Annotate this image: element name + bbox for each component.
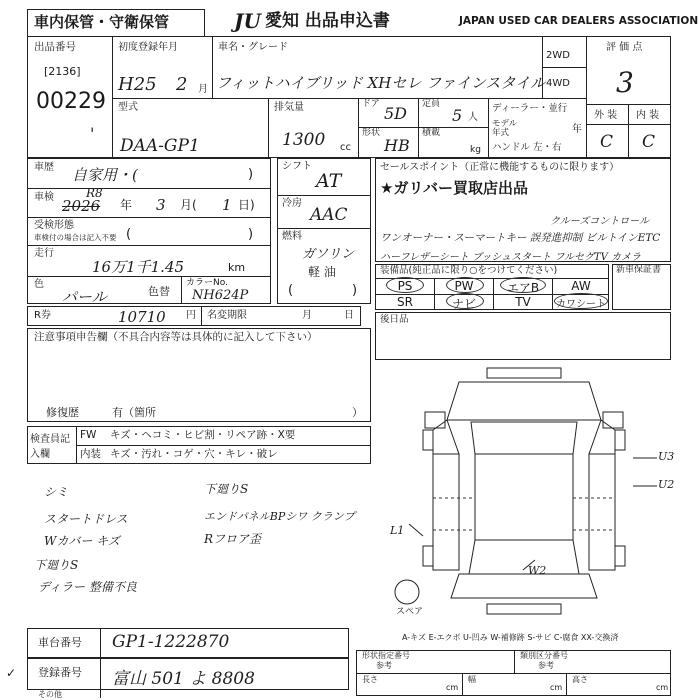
equip-navi: ナビ bbox=[451, 297, 476, 311]
hist-line-2 bbox=[27, 217, 271, 218]
ac-label: 冷房 bbox=[282, 198, 302, 209]
model-value: フィットハイブリッド XHセレ ファインスタイル bbox=[216, 74, 546, 92]
divider-reg bbox=[212, 36, 213, 98]
divider-disp-door bbox=[358, 98, 359, 158]
inspection-day: 1 bbox=[222, 196, 232, 214]
row-line-1 bbox=[112, 98, 586, 99]
category-label: 類別区分番号 bbox=[520, 651, 568, 660]
inspection-struck: 2026 bbox=[62, 197, 101, 215]
circle-pw bbox=[446, 277, 484, 293]
divider-grade bbox=[586, 36, 587, 158]
width-unit: cm bbox=[550, 683, 563, 692]
left-front-wheel bbox=[423, 430, 433, 450]
handle-label: ハンドル 左・右 bbox=[492, 142, 562, 153]
type-label: 型式 bbox=[118, 102, 138, 113]
damage-mark-u2: U2 bbox=[658, 478, 675, 491]
divider-type-disp bbox=[268, 98, 269, 158]
history-value: 自家用・( bbox=[72, 166, 138, 184]
rear-hatch-outline bbox=[451, 574, 597, 598]
door-label: ドア bbox=[362, 99, 380, 109]
ju-logo: JU bbox=[234, 9, 261, 33]
note-engine-panel: エンドパネルBPシワ クランプ bbox=[204, 510, 355, 523]
right-rear-wheel bbox=[615, 546, 625, 566]
equip-pw: PW bbox=[454, 279, 474, 293]
grade-label: 評 価 点 bbox=[606, 42, 643, 53]
reg-year-value: H25 bbox=[118, 74, 157, 95]
spare-tire bbox=[395, 580, 419, 604]
fuel-paren: ( bbox=[288, 283, 294, 298]
r-ticket-value: 10710 bbox=[118, 308, 166, 326]
capacity-label: 定員 bbox=[422, 99, 441, 109]
inspection-month-unit: 月( bbox=[180, 198, 197, 212]
damage-mark-u3: U3 bbox=[658, 450, 675, 463]
note-dealer: ディラー 整備不良 bbox=[38, 580, 137, 594]
mileage-unit: km bbox=[228, 261, 246, 274]
dealer-label: ディーラー・並行 bbox=[492, 103, 568, 114]
displacement-unit: cc bbox=[340, 142, 351, 153]
circle-leather bbox=[554, 293, 608, 309]
name-change-unit-d: 日 bbox=[344, 310, 354, 321]
length-unit: cm bbox=[446, 683, 459, 692]
circle-navi bbox=[446, 293, 484, 309]
length-label: 長さ bbox=[362, 675, 378, 684]
color-code-value: NH624P bbox=[192, 288, 249, 303]
rear-label: 後日品 bbox=[380, 314, 409, 325]
receive-close: ) bbox=[248, 227, 254, 242]
history-block bbox=[27, 158, 271, 304]
color-no-label: 色替 bbox=[148, 285, 170, 298]
interior-label: 内 装 bbox=[636, 110, 660, 121]
front-left-fender bbox=[433, 420, 459, 454]
name-change-label: 名変期限 bbox=[207, 310, 247, 321]
height-label: 高さ bbox=[572, 675, 588, 684]
reg-month-value: 2 bbox=[176, 74, 188, 95]
reg-month-unit: 月 bbox=[198, 84, 208, 95]
load-label: 積載 bbox=[422, 128, 441, 138]
fuel-label: 燃料 bbox=[282, 231, 302, 242]
name-change-unit-m: 月 bbox=[302, 310, 312, 321]
shape-value: HB bbox=[384, 136, 410, 155]
sales-heading: セールスポイント（正常に機能するものに限ります） bbox=[380, 162, 620, 173]
displacement-value: 1300 bbox=[282, 130, 326, 150]
grade-value: 3 bbox=[616, 66, 634, 99]
shift-line-1 bbox=[277, 195, 371, 196]
damage-mark-w2: W2 bbox=[528, 564, 547, 577]
divider-door-cap bbox=[418, 98, 419, 158]
hist-line-1 bbox=[27, 188, 271, 189]
windshield-outline bbox=[471, 422, 577, 454]
inspection-new: R8 bbox=[86, 186, 103, 200]
color-value: パール bbox=[62, 288, 107, 306]
size-label: 形状指定番号 bbox=[362, 651, 410, 660]
note-wiper: Wカバー キズ bbox=[44, 534, 120, 548]
front-hood-outline bbox=[447, 382, 601, 420]
receive-note: 車検付の場合は記入不要 bbox=[34, 233, 117, 242]
shift-value: AT bbox=[316, 170, 342, 192]
sales-banner: ★ガリバー買取店出品 bbox=[380, 179, 528, 197]
reg-year-label: 初度登録年月 bbox=[118, 42, 178, 53]
left-mirror-outline bbox=[425, 412, 445, 428]
exterior-value: C bbox=[600, 132, 614, 152]
circle-airbag bbox=[500, 277, 546, 293]
equip-tv: TV bbox=[515, 295, 531, 309]
equip-sr: SR bbox=[397, 295, 413, 309]
equip-label: 装備品(純正品に限り○をつけてください) bbox=[380, 265, 558, 276]
note-stain: シミ bbox=[44, 485, 69, 499]
drive-4wd: 4WD bbox=[546, 78, 570, 89]
model-label: 車名・グレード bbox=[218, 42, 288, 53]
repair-label: 修復歴 bbox=[46, 406, 79, 419]
divider-lot bbox=[112, 36, 113, 158]
circle-ps bbox=[386, 277, 424, 293]
car-diagram bbox=[375, 360, 671, 632]
history-close: ) bbox=[248, 167, 254, 182]
color-divider bbox=[181, 276, 182, 304]
mileage-value: 16万1千1.45 bbox=[92, 258, 185, 276]
repair-close: ） bbox=[352, 406, 363, 419]
interior-insp-label: 内装 bbox=[80, 448, 101, 460]
equip-airbag: エアB bbox=[506, 281, 540, 295]
door-value: 5D bbox=[384, 104, 408, 123]
rear-box bbox=[375, 312, 671, 360]
left-body-outline bbox=[433, 454, 459, 570]
r-ticket-divider bbox=[201, 306, 202, 326]
mileage-label: 走行 bbox=[34, 248, 54, 259]
spare-label: スペア bbox=[396, 607, 424, 617]
note-lower-s: 下廻りS bbox=[34, 558, 79, 572]
interior-items: キズ・汚れ・コゲ・穴・キレ・破レ bbox=[110, 448, 278, 460]
front-right-fender bbox=[589, 420, 615, 454]
exterior-label: 外 装 bbox=[594, 110, 618, 121]
spec-div-a bbox=[462, 673, 463, 696]
roof-outline bbox=[475, 454, 573, 540]
org-english: JAPAN USED CAR DEALERS ASSOCIATION bbox=[459, 15, 699, 27]
color-label: 色 bbox=[34, 279, 44, 290]
receive-paren: ( bbox=[126, 227, 132, 242]
type-value: DAA-GP1 bbox=[120, 136, 200, 156]
r-ticket-label: R券 bbox=[34, 310, 51, 321]
interior-value: C bbox=[642, 132, 656, 152]
rear-bumper-outline bbox=[487, 604, 561, 614]
fuel-diesel: 軽 油 bbox=[308, 265, 336, 279]
note-rear-floor: Rフロア歪 bbox=[204, 532, 262, 546]
row-line-drive bbox=[542, 67, 586, 68]
ref-label: 参考 bbox=[376, 661, 392, 670]
fw-items: キズ・ヘコミ・ヒビ割・リペア跡・X要 bbox=[110, 429, 296, 441]
warranty-label: 新車保証書 bbox=[616, 265, 662, 275]
note-start-dress: スタートドレス bbox=[44, 512, 128, 526]
spec-div-b bbox=[566, 673, 567, 696]
right-front-wheel bbox=[615, 430, 625, 450]
ac-value: AAC bbox=[310, 205, 348, 225]
plate-label: 登録番号 bbox=[38, 666, 82, 679]
r-ticket-unit: 円 bbox=[186, 310, 196, 321]
hist-line-3 bbox=[27, 245, 271, 246]
lot-label: 出品番号 bbox=[34, 41, 76, 53]
other-label: その他 bbox=[38, 690, 62, 699]
right-body-outline bbox=[589, 454, 615, 570]
divider-cap-dealer bbox=[488, 98, 489, 158]
receive-label: 受検形態 bbox=[34, 220, 74, 231]
note-under: 下廻りS bbox=[204, 482, 249, 496]
capacity-value: 5 bbox=[452, 106, 463, 125]
check-mark: ✓ bbox=[6, 666, 17, 680]
load-unit: kg bbox=[470, 145, 481, 155]
ref-label-2: 参考 bbox=[538, 661, 554, 670]
displacement-label: 排気量 bbox=[274, 102, 304, 113]
notes-heading: 注意事項申告欄（不具合内容等は具体的に記入して下さい） bbox=[34, 331, 318, 343]
inspection-year-unit: 年 bbox=[120, 198, 133, 212]
chassis-value: GP1-1222870 bbox=[112, 632, 230, 652]
height-unit: cm bbox=[656, 683, 669, 692]
spec-mid bbox=[356, 673, 671, 674]
lot-mark: ' bbox=[90, 124, 95, 143]
divider-ext-int bbox=[628, 104, 629, 158]
model-year-unit: 年 bbox=[572, 124, 582, 135]
equip-leather: カワシート bbox=[556, 299, 606, 310]
row-line-ext bbox=[586, 124, 671, 125]
fuel-close: ) bbox=[352, 283, 358, 298]
history-label: 車歴 bbox=[34, 162, 54, 173]
inspection-label: 車検 bbox=[34, 192, 54, 203]
damage-legend: A-キズ E-エクボ U-凹み W-補修跡 S-サビ C-腐食 XX-交換済 bbox=[402, 633, 619, 642]
width-label: 幅 bbox=[468, 675, 476, 684]
fw-label: FW bbox=[80, 429, 97, 441]
shape-label: 形状 bbox=[362, 128, 381, 138]
plate-value: 富山 501 よ 8808 bbox=[112, 669, 255, 689]
sales-points-1: クルーズコントロール bbox=[550, 216, 649, 227]
leader-l1 bbox=[409, 524, 423, 536]
repair-value: 有（箇所 bbox=[112, 406, 156, 419]
spec-divider bbox=[514, 650, 515, 673]
shift-label: シフト bbox=[282, 161, 312, 172]
inspection-day-unit: 日) bbox=[238, 198, 255, 212]
sales-points-2: ワンオーナー・スーマートキー 誤発進抑制 ビルトインETC bbox=[380, 232, 661, 244]
org-title: 愛知 出品申込書 bbox=[265, 11, 390, 31]
shift-line-2 bbox=[277, 228, 371, 229]
inspection-month: 3 bbox=[156, 196, 166, 214]
damage-mark-l1: L1 bbox=[390, 524, 405, 537]
drive-2wd: 2WD bbox=[546, 50, 570, 61]
color-code-label: カラーNo. bbox=[186, 278, 228, 288]
chassis-label: 車台番号 bbox=[38, 636, 82, 649]
row-line-grade bbox=[586, 104, 671, 105]
right-mirror-outline bbox=[603, 412, 623, 428]
lot-bracket: [2136] bbox=[44, 65, 81, 78]
inspector-mid bbox=[76, 445, 371, 446]
equip-ps: PS bbox=[397, 279, 413, 293]
capacity-unit: 人 bbox=[468, 112, 478, 123]
left-rear-wheel bbox=[423, 546, 433, 566]
front-bumper-outline bbox=[487, 368, 561, 378]
fuel-gas: ガソリン bbox=[302, 247, 355, 262]
equip-aw: AW bbox=[571, 279, 591, 293]
storage-note: 車内保管・守衛保管 bbox=[34, 13, 170, 31]
inspector-label: 検査員記入欄 bbox=[30, 434, 70, 460]
sales-points-3: ハーフレザーシート プッシュスタート フルセグTV カメラ bbox=[380, 252, 642, 263]
model-year-label: モデル年式 bbox=[492, 119, 518, 139]
sales-box bbox=[375, 158, 671, 262]
lot-number: 00229 bbox=[36, 89, 106, 114]
